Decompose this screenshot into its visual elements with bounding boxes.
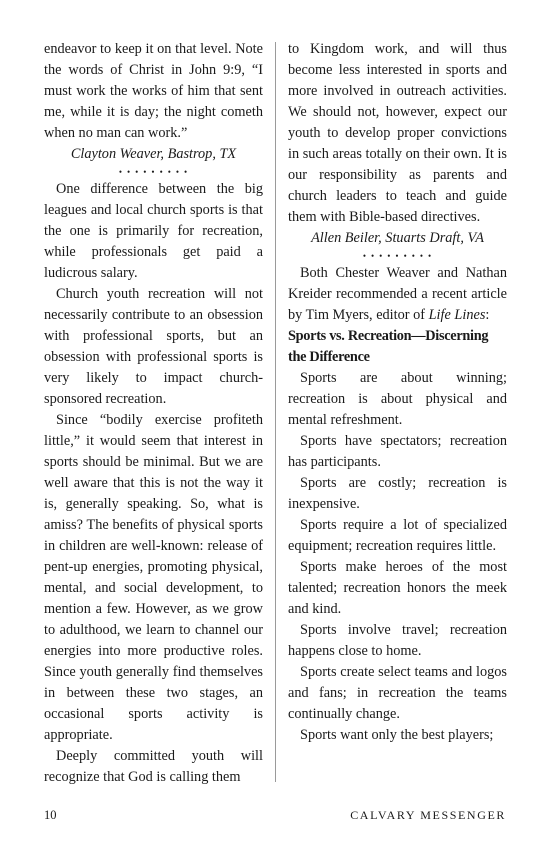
paragraph: One difference between the big leagues and local church sports is that the one is primarily for recreation, while professionals get paid a ludicrous salary.	[44, 181, 263, 281]
list-item: Sports require a lot of specialized equipment; recreation requires little.	[288, 517, 507, 554]
page-number: 10	[44, 808, 57, 822]
list-item: Sports are about winning; recreation is about physical and mental refreshment.	[288, 370, 507, 428]
text-run: Both Chester Weaver and Nathan Kreider recommended a recent article by Tim Myers, editor of	[288, 265, 507, 323]
paragraph: endeavor to keep it on that level. Note the words of Christ in John 9:9, “I must work the works of him that sent me, while it is day; the night cometh when no man can work.”	[44, 41, 263, 141]
publication-title: Life Lines	[428, 307, 486, 323]
list-item: Sports are costly; recreation is inexpensive.	[288, 475, 507, 512]
paragraph: to Kingdom work, and will thus become less interested in sports and more involved in outreach activities. We should not, however, expect our youth to develop proper convictions in such areas totally on their own. It is our responsibility as parents and church leaders to teach and guide them with Bible-based directives.	[288, 41, 507, 225]
paragraph	[288, 263, 507, 326]
dot-separator: •••••••••	[118, 167, 193, 177]
list-item: Sports make heroes of the most talented; recreation honors the meek and kind.	[288, 559, 507, 617]
list-item: Sports create select teams and logos and fans; in recreation the teams continually change.	[288, 664, 507, 722]
text-run: :	[485, 307, 490, 323]
list-item: Sports involve travel; recreation happens close to home.	[288, 622, 507, 659]
right-column	[288, 39, 507, 746]
dot-separator: •••••••••	[362, 251, 437, 261]
signature-allen-beiler: Allen Beiler, Stuarts Draft, VA	[311, 230, 484, 246]
left-column	[44, 39, 263, 788]
paragraph: Church youth recreation will not necessarily contribute to an obsession with professional sports, but an obsession with professional sports is very likely to impact church-sponsored recreation.	[44, 286, 263, 407]
paragraph: Deeply committed youth will recognize that God is calling them	[44, 748, 263, 785]
article-heading: Sports vs. Recreation—Discerning the Difference	[288, 328, 489, 365]
signature-clayton-weaver: Clayton Weaver, Bastrop, TX	[70, 146, 237, 162]
list-item: Sports want only the best players;	[300, 727, 494, 743]
list-item: Sports have spectators; recreation has participants.	[288, 433, 507, 470]
column-divider	[275, 42, 276, 782]
publication-name: CALVARY MESSENGER	[350, 808, 506, 822]
paragraph: Since “bodily exercise profiteth little,” it would seem that interest in sports should be minimal. But we are well aware that this is not the way it is, generally speaking. So, what is amiss? The benefits of physical sports in children are well-known: release of pent-up energies, promoting physical, mental, and social development, to mention a few. However, as we grow to adulthood, we learn to channel our energies into more productive roles. Since youth generally find themselves in between these two stages, an occasional sports activity is appropriate.	[44, 412, 263, 743]
